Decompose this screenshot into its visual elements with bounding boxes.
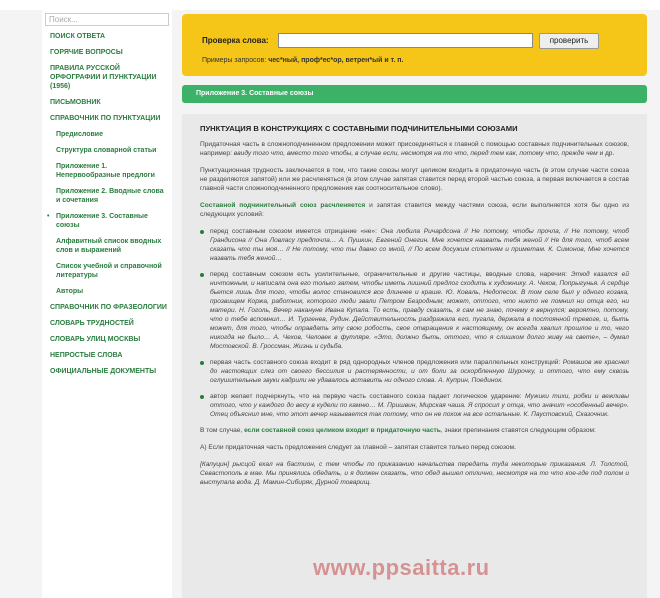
nav-item-hot-questions[interactable]: ГОРЯЧИЕ ВОПРОСЫ [50,49,123,56]
watermark: www.ppsaitta.ru [313,555,490,580]
example-quote: [Капуцин] рысцой ехал на бастион, с тем чтобы по приказанию начальства передать туда некоторые приказания. Л. Толстой, Севастополь в мае. Мы принялись обедать, и я должен сказать, что обед вышел отлично, несмотря на то что кое-где под полом и выступала вода. Д. Мамин-Сибиряк, Дурной товарищ. [200,461,629,486]
article-paragraph-4: В том случае, если составной союз целиком входит в придаточную часть, знаки препинания ставятся следующим образом: [200,427,596,434]
bullet-icon [200,230,204,234]
query-examples [202,57,403,64]
nav-subitem-literature[interactable]: Список учебной и справочной литературы [56,263,162,279]
rule-a: А) Если придаточная часть предложения следует за главной – запятая ставится только перед союзом. [200,444,516,451]
condition-item: перед составным союзом есть усилительные, ограничительные и другие частицы, вводные слова, наречия: Этюд казался ей ничтожным, и написала она его только затем, чтобы иметь лишний предлог сходить к художнику. А. Чехов, Попрыгунья. А сердце бьется лишь для того, чтобы волос становился все длиннее и краше. Ю. Коваль, Недопесок. В том селе был у одного козака, прозвищем Коржа, работник, которого люди звали Петром Безродным; может, оттого, что никто не помнил ни отца его, ни матери. Н. Гоголь, Вечер накануне Ивана Купала. То есть, правду сказать, я сам не знаю, почему я вернулся; вероятно, потому, что о тебе вспомнил… И. Тургенев, Рудин. Действительность раздражала его, пугала, держала в постоянной тревоге, и, быть может, для того, чтобы оправдать эту свою робость, свое отвращение к настоящему, он всегда хвалил прошлое и то, чего никогда не было… А. Чехов, Человек в футляре. «Это, должно быть, оттого, что я слишком долго живу на свете», – думал Мостовской. В. Гроссман, Жизнь и судьба. [200,270,629,351]
nav-item-pismovnik[interactable]: ПИСЬМОВНИК [50,99,101,106]
condition-item: перед составным союзом имеется отрицание «не»: Она любила Ричардсона // Не потому, чтобы прочла, // Не потому, чтоб Грандисона // Она Ловласу предпочла… А. Пушкин, Евгений Онегин. Мне хочется назвать тебя женой // Не для того, чтоб всем сказать что ты моя… // Не потому, что ты давно со мной, // По всем досужим сплетням и приметам. К. Симонов, Мне хочется назвать тебя женой… [200,227,629,263]
top-strip [0,0,660,10]
nav-item-punctuation-guide[interactable]: СПРАВОЧНИК ПО ПУНКТУАЦИИ [50,115,161,122]
article-paragraph-1: Придаточная часть в сложноподчиненном предложении может присоединяться к главной с помощью составных подчинительных союзов, например: ввиду того что, вместо того чтобы, в случае если, несмотря на то что, перед тем как, потому что, прежде чем и др. [200,141,629,157]
article [182,114,647,487]
article-title: ПУНКТУАЦИЯ В КОНСТРУКЦИЯХ С СОСТАВНЫМИ ПОДЧИНИТЕЛЬНЫМИ СОЮЗАМИ [200,124,518,133]
word-check-panel [182,14,647,76]
nav-subitem-appendix-3[interactable]: • Приложение 3. Составные союзы [50,212,168,230]
nav-subitem-appendix-1[interactable]: Приложение 1. Непервообразные предлоги [56,163,155,179]
condition-item: первая часть составного союза входит в ряд однородных членов предложения или параллельных конструкций: Ромашов же краснел до настоящих слез от своего бессилия и растерянности, и от боли за оскорбленную Шурочку, и оттого, что ему сквозь оглушительные звуки кадрили не удавалось вставить ни одного слова. А. Куприн, Поединок. [200,358,629,385]
bullet-icon [200,273,204,277]
nav-item-difficult-words[interactable]: НЕПРОСТЫЕ СЛОВА [50,352,123,359]
examples-prefix: Примеры запросов: [202,57,267,64]
bullet-icon [200,395,204,399]
nav-item-official-docs[interactable]: ОФИЦИАЛЬНЫЕ ДОКУМЕНТЫ [50,368,157,375]
nav-item-search-answer[interactable]: ПОИСК ОТВЕТА [50,33,106,40]
article-paragraph-3: Составной подчинительный союз расчленяется и запятая ставится между частями союза, если выполняется хотя бы одно из следующих условий: [200,202,629,218]
nav-item-difficulties[interactable]: СЛОВАРЬ ТРУДНОСТЕЙ [50,320,134,327]
bullet-icon [200,361,204,365]
nav-subitem-entry-structure[interactable]: Структура словарной статьи [56,147,157,154]
nav-item-moscow-streets[interactable]: СЛОВАРЬ УЛИЦ МОСКВЫ [50,336,141,343]
nav-subitem-preface[interactable]: Предисловие [56,131,103,138]
examples-values: чес*ный, проф*ес*ор, ветрен*ый и т. п. [268,57,404,64]
sidebar [42,10,172,598]
nav-subitem-appendix-2[interactable]: Приложение 2. Вводные слова и сочетания [56,188,164,204]
nav-subitem-authors[interactable]: Авторы [56,288,84,295]
nav-subitem-alphabetical-list[interactable]: Алфавитный список вводных слов и выражений [56,238,162,254]
word-check-label: Проверка слова: [202,36,269,45]
check-button[interactable]: проверить [539,33,599,49]
conditions-list [200,227,629,419]
condition-item: автор желает подчеркнуть, что на первую часть составного союза падает логическое ударение: Мужики тихи, робки и вежливы оттого, что у каждого до весу в кудели по камню… М. Пришвин, Мирская чаша. Я спросил у отца, что значит «особенный вечер». Отец объяснил мне, что этот вечер называется так потому, что он не похож на все остальные. К. Паустовский, Сказочник. [200,392,629,419]
sidebar-search-input[interactable]: Поиск... [45,13,169,26]
nav-item-rules-1956[interactable]: ПРАВИЛА РУССКОЙ ОРФОГРАФИИ И ПУНКТУАЦИИ (1956) [50,65,157,90]
sidebar-nav [42,32,172,376]
word-check-input[interactable] [278,33,533,48]
nav-item-phraseology[interactable]: СПРАВОЧНИК ПО ФРАЗЕОЛОГИИ [50,304,167,311]
article-paragraph-2: Пунктуационная трудность заключается в том, что такие союзы могут целиком входить в придаточную часть (в этом случае части союза не разделяются запятой) или же расчленяться (в этом случае запятая ставится перед второй частью союза, а первая включается в состав главной части сложноподчиненного предложения как соотносительное слово). [200,167,629,192]
section-banner: Приложение 3. Составные союзы [182,85,647,103]
article-area [182,114,647,598]
